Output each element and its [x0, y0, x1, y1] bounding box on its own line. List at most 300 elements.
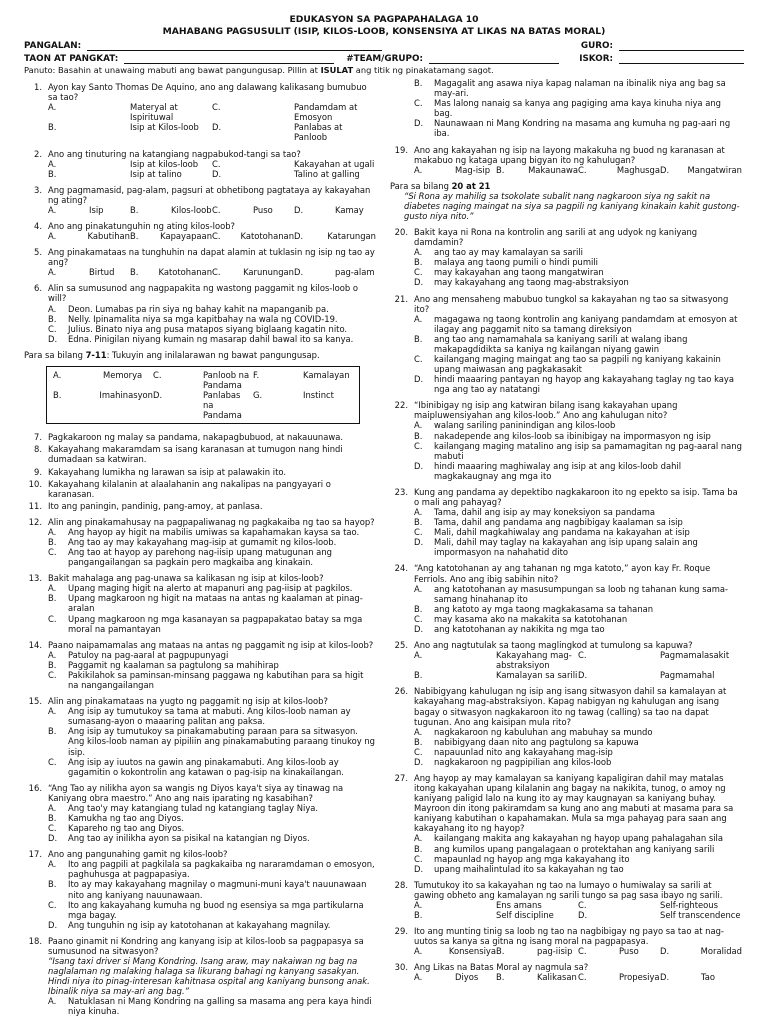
question-14: [24, 640, 376, 690]
option-letter: C.: [212, 231, 221, 242]
option-letter: B.: [496, 972, 505, 983]
option-c[interactable]: kailangang maging matalino ang isip sa pamamagitan ng pag-aaral nang mabuti: [434, 440, 742, 461]
question-24: [390, 563, 742, 634]
question-number: 12.: [28, 516, 42, 527]
option-d[interactable]: Panlabas at Panloob: [294, 122, 343, 143]
option-letter: B.: [48, 122, 57, 133]
question-number: 29.: [394, 926, 408, 937]
option-letter: C.: [212, 158, 221, 169]
option-c[interactable]: mapaunlad ng hayop ang mga kakayahang ito: [434, 853, 630, 864]
option-letter: A.: [48, 231, 57, 242]
question-18-continued: [390, 78, 742, 138]
option-d[interactable]: Naunawaan ni Mang Kondring na masama ang kumuha ng pag-aari ng iba.: [434, 118, 731, 139]
choice-imahinasyon: Imahinasyon: [99, 390, 153, 401]
instructions-emphasis: ISULAT: [320, 65, 354, 76]
option-a[interactable]: Ito ang pagpili at pagkilala sa pagkakaiba ng nararamdaman o emosyon, paghuhusga at pagpapasiya.: [68, 859, 375, 880]
question-number: 19.: [394, 144, 408, 155]
option-a[interactable]: Mag-isip: [455, 164, 491, 175]
question-number: 11.: [28, 500, 42, 511]
question-4: [24, 221, 376, 241]
option-b[interactable]: Isip at Kilos-loob: [130, 122, 199, 133]
question-text: Kakayahang lumikha ng larawan sa isip at palawakin ito.: [48, 466, 286, 477]
option-letter: C.: [48, 669, 57, 680]
section-text-end: : Tukuyin ang inilalarawan ng bawat pangungusap.: [106, 349, 320, 360]
question-1: [24, 82, 376, 142]
option-c[interactable]: Ang isip ay iuutos na gawin ang pinakamabuti. Ang kilos-loob ay gagamitin o kokontrolin ang katawan o pag-isip na kinakailangan.: [68, 756, 344, 777]
question-number: 3.: [34, 184, 42, 195]
option-letter: D.: [414, 756, 424, 767]
question-text: Alin ang pinakamataas na yugto ng paggamit ng isip at kilos-loob?: [48, 696, 328, 707]
question-27: [390, 773, 742, 874]
question-number: 4.: [34, 220, 42, 231]
option-d[interactable]: upang maihalintulad ito sa kakayahan ng tao: [434, 863, 624, 874]
option-c[interactable]: Kakayahan at ugali: [294, 158, 375, 169]
question-11: [24, 501, 376, 511]
option-b[interactable]: Ito ay may kakayahang magnilay o magmuni-muni kaya't nauunawaan nito ang kaniyang nauunawaan.: [68, 879, 367, 900]
option-letter: C.: [414, 853, 423, 864]
option-letter: A.: [414, 164, 423, 175]
option-letter: B.: [414, 430, 423, 441]
option-d[interactable]: Mali, dahil may taglay na kakayahan ang isip upang salain ang impormasyon na nahahatid dito: [434, 537, 698, 558]
option-letter: A.: [414, 972, 423, 983]
option-a[interactable]: Ang hayop ay higit na mabilis umiwas sa kapahamakan kaysa sa tao.: [68, 526, 360, 537]
teacher-label: GURO:: [580, 41, 613, 51]
option-a[interactable]: Birtud: [89, 267, 115, 278]
question-text: Ano ang nagtutulak sa taong maglingkod at tumulong sa kapuwa?: [414, 640, 693, 651]
option-letter: D.: [153, 390, 163, 401]
option-c[interactable]: Puso: [253, 204, 273, 215]
option-letter: B.: [414, 257, 423, 268]
option-a[interactable]: Kabutihan: [87, 231, 130, 242]
option-letter: A.: [414, 583, 423, 594]
option-b[interactable]: Self discipline: [496, 909, 554, 920]
question-number: 10.: [28, 478, 42, 489]
question-text: “Ibinibigay ng isip ang katwiran bilang isang kakayahan upang maipluwensiyahan ang kilos-loob.” Ano ang kahulugan nito?: [414, 400, 678, 421]
option-letter: C.: [414, 267, 423, 278]
option-letter: B.: [414, 333, 423, 344]
option-b[interactable]: nakadepende ang kilos-loob sa ibinibigay na impormasyon ng isip: [434, 430, 711, 441]
option-d[interactable]: Ang tao ay inilikha ayon sa pisikal na katangian ng Diyos.: [68, 833, 310, 844]
option-letter: C.: [414, 354, 423, 364]
option-b[interactable]: Paggamit ng kaalaman sa pagtulong sa mahihirap: [68, 659, 279, 670]
question-number: 9.: [34, 466, 42, 477]
option-c[interactable]: Mas lalong nanaig sa kanya ang pagiging ama kaya kinuha niya ang bag.: [434, 98, 721, 119]
question-number: 5.: [34, 247, 42, 258]
question-9: [24, 467, 376, 477]
option-c[interactable]: kailangang maging maingat ang tao sa pagpili ng kaniyang kakainin upang maiwasan ang pagkakasakit: [434, 354, 721, 375]
option-letter: D.: [48, 333, 58, 344]
option-d[interactable]: Mangatwiran: [687, 164, 742, 175]
question-text: Paano naipamamalas ang mataas na antas ng paggamit ng isip at kilos-loob?: [48, 639, 374, 650]
name-field[interactable]: [87, 41, 382, 51]
option-letter: A.: [53, 369, 62, 380]
question-26: [390, 686, 742, 767]
question-text: Ito ang munting tinig sa loob ng tao na nagbibigay ng payo sa tao at nag-uutos sa kanya sa gitna ng isang moral na pagpapasya.: [414, 926, 724, 947]
option-a[interactable]: Diyos: [455, 972, 479, 983]
option-letter: A.: [48, 303, 57, 314]
option-d[interactable]: Ang tunguhin ng isip ay katotohanan at kakayahang magnilay.: [68, 919, 331, 930]
question-text: Ayon kay Santo Thomas De Aquino, ano ang dalawang kalikasang bumubuo sa tao?: [48, 82, 367, 103]
option-letter: A.: [48, 859, 57, 870]
question-number: 13.: [28, 573, 42, 584]
option-letter: B.: [414, 603, 423, 614]
option-letter: B.: [48, 593, 57, 604]
question-number: 23.: [394, 486, 408, 497]
option-letter: A.: [48, 526, 57, 537]
option-letter: D.: [294, 204, 304, 215]
option-b[interactable]: Upang magkaroon ng higit na mataas na antas ng kaalaman at pinag-aralan: [68, 593, 363, 614]
question-text: Paano ginamit ni Kondring ang kanyang isip at kilos-loob sa pagpapasya sa sumusunod na sitwasyon?: [48, 935, 364, 956]
option-letter: B.: [414, 909, 423, 920]
score-label: ISKOR:: [579, 53, 613, 64]
question-number: 6.: [34, 283, 42, 294]
question-text: Ano ang pinakatunguhin ng ating kilos-loob?: [48, 220, 235, 231]
option-b[interactable]: Ang isip ay tumutukoy sa pinakamabuting paraan para sa sitwasyon. Ang kilos-loob naman ay pipiliin ang pinakamabuting paraang tinukoy ng isip.: [68, 726, 376, 757]
question-2: [24, 149, 376, 179]
option-letter: A.: [48, 802, 57, 813]
question-text: Kakayahang kilalanin at alaalahanin ang nakalipas na pangyayari o karanasan.: [48, 478, 331, 499]
option-letter: A.: [414, 313, 423, 324]
option-b[interactable]: Kalikasan: [537, 972, 577, 983]
option-letter: C.: [414, 746, 423, 757]
option-b[interactable]: ang tao ang namamahala sa kaniyang sarili at walang ibang makapagdidikta sa kaniya ng kailangan niyang gawin: [434, 333, 688, 354]
option-b[interactable]: Magagalit ang asawa niya kapag nalaman na ibinalik niya ang bag sa may-ari.: [434, 78, 726, 99]
option-a[interactable]: Tama, dahil ang isip ay may koneksiyon sa pandama: [434, 507, 655, 518]
question-number: 27.: [394, 772, 408, 783]
question-text: Bakit kaya ni Rona na kontrolin ang sarili at ang udyok ng kaniyang damdamin?: [414, 227, 698, 248]
option-a[interactable]: Ens amans: [496, 899, 542, 910]
choice-instinct: Instinct: [303, 390, 334, 401]
option-letter: D.: [414, 118, 424, 129]
option-letter: C.: [48, 323, 57, 334]
option-letter: B.: [496, 946, 505, 957]
option-letter: D.: [660, 164, 670, 175]
option-letter: B.: [414, 843, 423, 854]
question-text: “Ang Tao ay nilikha ayon sa wangis ng Diyos kaya't siya ay tinawag na Kaniyang obra maestro.” Ano ang nais iparating ng kasabihan?: [48, 782, 344, 803]
option-b[interactable]: malaya ang taong pumili o hindi pumili: [434, 257, 598, 268]
question-17: [24, 849, 376, 930]
option-letter: B.: [130, 267, 139, 278]
option-letter: B.: [414, 670, 423, 681]
option-d[interactable]: Moralidad: [700, 946, 742, 957]
choices-box: [46, 366, 360, 424]
option-b[interactable]: pag-iisip: [537, 946, 573, 957]
option-letter: D.: [48, 833, 58, 844]
option-c[interactable]: may kasama ako na makakita sa katotohanan: [434, 613, 628, 624]
option-letter: A.: [414, 833, 423, 844]
option-d[interactable]: Talino at galling: [294, 168, 360, 179]
question-text: Kakayahang makaramdam sa isang karanasan at tumugon nang hindi dumadaan sa katwiran.: [48, 444, 343, 465]
score-field[interactable]: [619, 54, 744, 64]
question-18: [24, 936, 376, 1017]
option-letter: C.: [48, 899, 57, 910]
instructions: [24, 66, 744, 76]
option-letter: B.: [48, 726, 57, 737]
option-letter: C.: [578, 164, 587, 175]
option-letter: A.: [414, 899, 423, 910]
question-text: Alin ang pinakamahusay na pagpapaliwanag ng pagkakaiba ng tao sa hayop?: [48, 516, 375, 527]
section-text: Para sa bilang: [24, 349, 86, 360]
option-letter: A.: [414, 946, 423, 957]
question-number: 26.: [394, 686, 408, 697]
option-d[interactable]: Self transcendence: [660, 909, 741, 920]
option-b[interactable]: Kapayapaan: [160, 231, 212, 242]
option-letter: C.: [578, 650, 587, 661]
option-a[interactable]: walang sariling paninindigan ang kilos-loob: [434, 420, 616, 431]
option-letter: B.: [414, 78, 423, 89]
option-c[interactable]: Self-righteous: [660, 899, 718, 910]
question-number: 2.: [34, 148, 42, 159]
option-letter: D.: [294, 231, 304, 242]
option-b[interactable]: Tama, dahil ang pandama ang nagbibigay kaalaman sa isip: [434, 517, 683, 528]
option-d[interactable]: hindi maaaring pantayan ng hayop ang kakayahang taglay ng tao kaya nga ang tao ay natatangi: [434, 374, 734, 395]
question-text: Bakit mahalaga ang pag-unawa sa kalikasan ng isip at kilos-loob?: [48, 573, 324, 584]
option-letter: D.: [578, 670, 588, 681]
right-column: [390, 78, 742, 1022]
question-20: [390, 227, 742, 287]
question-text: Pagkakaroon ng malay sa pandama, nakapagbubuod, at nakauunawa.: [48, 432, 344, 443]
option-c[interactable]: Pakikilahok sa paminsan-minsang paggawa ng kabutihan para sa higit na nangangailangan: [68, 669, 364, 691]
option-letter: F.: [253, 369, 260, 380]
option-d[interactable]: ang katotohanan ay nakikita ng mga tao: [434, 623, 605, 634]
question-10: [24, 479, 376, 499]
option-letter: C.: [414, 613, 423, 624]
question-25: [390, 640, 742, 680]
question-text: Alin sa sumusunod ang nagpapakita ng wastong paggamit ng kilos-loob o will?: [48, 283, 359, 304]
option-letter: A.: [48, 996, 57, 1007]
question-number: 18.: [28, 935, 42, 946]
question-number: 25.: [394, 640, 408, 651]
option-letter: C.: [48, 547, 57, 558]
option-letter: D.: [414, 277, 424, 288]
option-letter: B.: [414, 517, 423, 528]
option-c[interactable]: Ito ang kakayahang kumuha ng buod ng esensiya sa mga partikularna mga bagay.: [68, 899, 364, 920]
option-c[interactable]: Mali, dahil magkahiwalay ang pandama na kakayahan at isip: [434, 527, 690, 538]
question-19: [390, 145, 742, 175]
scenario-quote: “Si Rona ay mahilig sa tsokolate subalit nang nagkaroon siya ng sakit na diabetes naging maingat na siya sa pagpili ng kaniyang kinakain kahit gustong-gusto niya nito.”: [404, 190, 740, 221]
option-letter: A.: [48, 583, 57, 594]
question-text: Ano ang pangunahing gamit ng kilos-loob?: [48, 849, 228, 860]
question-15: [24, 696, 376, 777]
option-letter: B.: [496, 164, 505, 175]
option-d[interactable]: may kakayahang ang taong mag-abstraksiyon: [434, 277, 629, 288]
question-text: “Ang katotohanan ay ang tahanan ng mga katoto,” ayon kay Fr. Roque Ferriols. Ano ang ibig sabihin nito?: [414, 563, 711, 584]
option-b[interactable]: Ang tao ay may kakayahang mag-isip at gumamit ng kilos-loob.: [68, 537, 337, 548]
question-22: [390, 400, 742, 481]
option-a[interactable]: Deon. Lumabas pa rin siya ng bahay kahit na mapanganib pa.: [68, 303, 329, 314]
question-3: [24, 185, 376, 215]
option-letter: B.: [48, 879, 57, 890]
question-text: Ano ang tinuturing na katangiang nagpabukod-tangi sa tao?: [48, 148, 301, 159]
option-a[interactable]: Isip at kilos-loob: [130, 158, 199, 169]
option-b[interactable]: Isip at talino: [130, 168, 182, 179]
question-number: 15.: [28, 696, 42, 707]
option-letter: C.: [578, 972, 587, 983]
option-letter: A.: [48, 706, 57, 717]
option-letter: C.: [414, 440, 423, 451]
option-c[interactable]: may kakayahan ang taong mangatwiran: [434, 267, 604, 278]
option-b[interactable]: Kilos-loob: [171, 204, 212, 215]
option-letter: A.: [414, 726, 423, 737]
option-letter: B.: [48, 313, 57, 324]
question-6: [24, 283, 376, 343]
option-c[interactable]: Julius. Binato niya ang pusa matapos siyang biglaang kagatin nito.: [68, 323, 348, 334]
option-d[interactable]: Edna. Pinigilan niyang kumain ng masarap dahil bawal ito sa kanya.: [68, 333, 354, 344]
question-29: [390, 926, 742, 956]
question-text: Ang pagmamasid, pag-alam, pagsuri at obhetibong pagtataya ay kakayahan ng ating?: [48, 184, 371, 205]
option-a[interactable]: nagkakaroon ng kabuluhan ang mabuhay sa mundo: [434, 726, 653, 737]
option-a[interactable]: Ang tao'y may katangiang tulad ng katangiang taglay Niya.: [68, 802, 319, 813]
option-letter: B.: [48, 537, 57, 548]
option-letter: D.: [414, 623, 424, 634]
year-section-field[interactable]: [124, 54, 334, 64]
option-letter: D.: [212, 122, 222, 133]
option-a[interactable]: Natuklasan ni Mang Kondring na galling sa masama ang pera kaya hindi niya kinuha.: [68, 996, 372, 1017]
option-letter: D.: [414, 374, 424, 385]
option-c[interactable]: Kapareho ng tao ang Diyos.: [68, 823, 185, 834]
question-number: 1.: [34, 82, 42, 93]
option-c[interactable]: Upang magkaroon ng mga kasanayan sa pagpapakatao batay sa mga moral na pamantayan: [68, 613, 363, 634]
option-d[interactable]: hindi maaaring maghiwalay ang isip at ang kilos-loob dahil magkakaugnay ang mga ito: [434, 460, 682, 481]
option-a[interactable]: Upang maging higit na alerto at mapanuri ang pag-iisip at pagkilos.: [68, 583, 353, 594]
option-a[interactable]: kailangang makita ang kakayahan ng hayop upang pahalagahan sila: [434, 833, 723, 844]
question-number: 16.: [28, 782, 42, 793]
header-row-1: [24, 41, 744, 52]
question-16: [24, 783, 376, 843]
instructions-text: Panuto: Basahin at unawaing mabuti ang bawat pangungusap. Pillin at: [24, 65, 321, 76]
scenario-quote: “Isang taxi driver si Mang Kondring. Isang araw, may nakaiwan ng bag na naglalaman ng malaking halaga sa likurang bahagi ng kanyang sasakyan. Hindi niya ito pinag-interesan kahitnasa ospital ang kaniyang bunsong anak. Ibinalik niya sa may-ari ang bag.”: [48, 955, 370, 997]
option-b[interactable]: Katotohanan: [158, 267, 212, 278]
option-letter: C.: [212, 204, 221, 215]
option-b[interactable]: Kamalayan sa sarili: [496, 670, 578, 681]
teacher-field[interactable]: [619, 41, 744, 51]
option-letter: C.: [414, 527, 423, 538]
option-letter: D.: [48, 919, 58, 930]
question-13: [24, 573, 376, 633]
option-letter: B.: [130, 231, 139, 242]
option-d[interactable]: Katarungan: [327, 231, 376, 242]
question-number: 30.: [394, 962, 408, 973]
option-c[interactable]: Maghusga: [616, 164, 660, 175]
team-field[interactable]: [429, 54, 559, 64]
option-c[interactable]: Katotohanan: [240, 231, 294, 242]
option-letter: B.: [53, 390, 62, 401]
option-letter: D.: [414, 863, 424, 874]
option-d[interactable]: Tao: [701, 972, 715, 983]
section-range: 20 at 21: [451, 180, 491, 191]
instructions-text-end: ang titik ng pinakatamang sagot.: [353, 65, 494, 76]
exam-title: MAHABANG PAGSUSULIT (ISIP, KILOS-LOOB, KONSENSIYA AT LIKAS NA BATAS MORAL): [162, 25, 606, 37]
option-letter: A.: [414, 420, 423, 431]
option-a[interactable]: Konsensiya: [448, 946, 496, 957]
option-a[interactable]: Materyal at Ispirituwal: [130, 102, 178, 123]
team-label: #TEAM/GRUPO:: [346, 53, 423, 64]
option-c[interactable]: Pandamdam at Emosyon: [294, 102, 358, 123]
option-a[interactable]: ang tao ay may kamalayan sa sarili: [434, 247, 583, 258]
option-d[interactable]: nagkakaroon ng pagpipilian ang kilos-loob: [434, 756, 612, 767]
question-text: Ang hayop ay may kamalayan sa kaniyang kapaligiran dahil may matalas itong kakayahan upang kilalanin ang bagay na nakikita, tunog, o amoy ng kaniyang paligid lalo na kung ito ay may kaugnayan sa kaniyang buhay. Mayroon din itong pakiramdam sa kung ano ang mabuti at masama para sa kaniyang kabutihan o kapahamakan. Mula sa mga pahayag para saan ang kakayahang ito ng hayop?: [414, 772, 734, 834]
section-7-11-instructions: [24, 350, 376, 360]
question-text: Kung ang pandama ay depektibo nagkakaroon ito ng epekto sa isip. Tama ba o mali ang pahayag?: [414, 486, 738, 508]
option-d[interactable]: Kamay: [335, 204, 364, 215]
question-number: 24.: [394, 563, 408, 574]
question-number: 8.: [34, 444, 42, 455]
option-c[interactable]: Ang tao at hayop ay parehong nag-iisip upang matugunan ang pangangailangan sa pagkain pero magkaiba ang kinakain.: [68, 547, 332, 568]
option-d[interactable]: pag-alam: [335, 267, 375, 278]
option-letter: C.: [212, 267, 221, 278]
option-c[interactable]: Propesiya: [619, 972, 660, 983]
option-b[interactable]: Kamukha ng tao ang Diyos.: [68, 812, 184, 823]
option-c[interactable]: Puso: [619, 946, 639, 957]
option-letter: A.: [48, 102, 57, 113]
option-letter: D.: [578, 909, 588, 920]
option-c[interactable]: Karunungan: [243, 267, 294, 278]
question-number: 21.: [394, 293, 408, 304]
option-b[interactable]: Makaunawa: [528, 164, 578, 175]
option-a[interactable]: Patuloy na pag-aaral at pagpupunyagi: [68, 649, 229, 660]
question-text: Nabibigyang kahulugan ng isip ang isang sitwasyon dahil sa kamalayan at kakayahang mag-abstraksiyon. Kapag nabigyan ng kahulugan ang isang bagay o sitwasyon nagkakaroon ito ng tawag (calling) sa tao na dapat tugunan. Ano ang kaisipan mula rito?: [414, 686, 727, 727]
question-8: [24, 444, 376, 464]
option-letter: C.: [48, 823, 57, 834]
option-letter: A.: [48, 267, 57, 278]
option-b[interactable]: nabibigyang daan nito ang pagtulong sa kapuwa: [434, 736, 639, 747]
option-c[interactable]: Pagmamalasakit: [660, 650, 730, 661]
option-c[interactable]: napauunlad nito ang kakayahang mag-isip: [434, 746, 613, 757]
option-b[interactable]: ang katoto ay mga taong magkakasama sa tahanan: [434, 603, 654, 614]
question-number: 7.: [34, 432, 42, 443]
option-letter: D.: [660, 972, 670, 983]
option-letter: B.: [48, 168, 57, 179]
option-a[interactable]: Isip: [89, 204, 104, 215]
header-row-2: [24, 54, 744, 65]
option-b[interactable]: ang kumilos upang pangalagaan o protektahan ang kaniyang sarili: [434, 843, 715, 854]
option-d[interactable]: Pagmamahal: [660, 670, 715, 681]
section-20-21-instructions: [390, 181, 742, 221]
option-letter: C.: [212, 102, 221, 113]
question-text: Ito ang paningin, pandinig, pang-amoy, at panlasa.: [48, 500, 263, 511]
question-21: [390, 294, 742, 395]
option-letter: A.: [414, 247, 423, 258]
question-number: 17.: [28, 849, 42, 860]
option-b[interactable]: Nelly. Ipinamalita niya sa mga kapitbahay na wala ng COVID-19.: [68, 313, 338, 324]
choice-panloob: Panloob na Pandama: [203, 369, 250, 390]
option-letter: A.: [48, 204, 57, 215]
option-letter: G.: [253, 390, 263, 401]
question-23: [390, 487, 742, 558]
option-a[interactable]: Kakayahang mag-abstraksiyon: [496, 650, 572, 671]
option-letter: A.: [414, 650, 423, 661]
option-letter: A.: [48, 158, 57, 169]
option-letter: C.: [153, 369, 162, 380]
question-number: 20.: [394, 227, 408, 238]
name-label: PANGALAN:: [24, 41, 82, 51]
option-letter: C.: [578, 899, 587, 910]
choice-memorya: Memorya: [103, 369, 143, 380]
option-a[interactable]: Ang isip ay tumutukoy sa tama at mabuti. Ang kilos-loob naman ay sumasang-ayon o maaaring palitan ang paksa.: [68, 706, 351, 727]
option-a[interactable]: magagawa ng taong kontrolin ang kaniyang pandamdam at emosyon at ilagay ang paggamit nito sa tamang direksiyon: [434, 313, 738, 334]
question-28: [390, 880, 742, 920]
question-columns: [24, 78, 744, 1022]
question-text: Ang Likas na Batas Moral ay nagmula sa?: [414, 962, 589, 973]
option-letter: D.: [414, 460, 424, 471]
choice-kamalayan: Kamalayan: [303, 369, 350, 380]
option-letter: B.: [130, 204, 139, 215]
option-letter: B.: [48, 659, 57, 670]
option-letter: B.: [414, 736, 423, 747]
option-a[interactable]: ang katotohanan ay masusumpungan sa loob ng tahanan kung sama-samang hinahanap ito: [434, 583, 729, 604]
option-letter: A.: [48, 649, 57, 660]
choice-panlabas: Panlabas na Pandama: [203, 390, 242, 421]
